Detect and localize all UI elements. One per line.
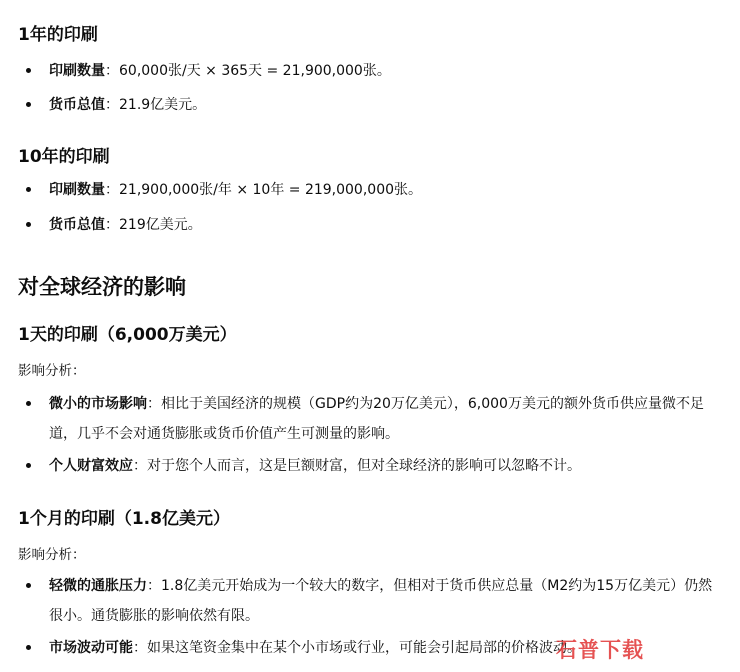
item-label: 市场波动可能	[49, 640, 133, 656]
item-label: 轻微的通胀压力	[49, 578, 147, 594]
list-item: 微小的市场影响：相比于美国经济的规模（GDP约为20万亿美元），6,000万美元的额外货币供应量微不足道，几乎不会对通货膨胀或货币价值产生可测量的影响。	[22, 389, 722, 449]
impact-heading: 对全球经济的影响	[18, 275, 186, 299]
list-item: 市场波动可能：如果这笔资金集中在某个小市场或行业，可能会引起局部的价格波动。	[22, 633, 722, 663]
item-label: 货币总值	[49, 97, 105, 113]
item-label: 印刷数量	[49, 182, 105, 198]
bullet-icon	[26, 583, 31, 588]
item-text: 21.9亿美元。	[119, 97, 207, 113]
bullet-icon	[26, 401, 31, 406]
list-item: 印刷数量：21,900,000张/年 × 10年 = 219,000,000张。	[22, 175, 722, 205]
item-label: 印刷数量	[49, 63, 105, 79]
bullet-icon	[26, 68, 31, 73]
item-text: 如果这笔资金集中在某个小市场或行业，可能会引起局部的价格波动。	[147, 640, 581, 656]
bullet-icon	[26, 102, 31, 107]
item-label: 个人财富效应	[49, 458, 133, 474]
list-item: 货币总值：219亿美元。	[22, 210, 722, 240]
section-heading-10-years: 10年的印刷	[18, 147, 110, 167]
item-text: 1.8亿美元开始成为一个较大的数字，但相对于货币供应总量（M2约为15万亿美元）仍然很小。通货膨胀的影响依然有限。	[49, 578, 713, 624]
item-label: 微小的市场影响	[49, 396, 147, 412]
subheading-1-month: 1个月的印刷（1.8亿美元）	[18, 509, 230, 529]
bullet-icon	[26, 222, 31, 227]
subheading-1-day: 1天的印刷（6,000万美元）	[18, 325, 237, 345]
bullet-icon	[26, 645, 31, 650]
analysis-label: 影响分析：	[18, 547, 86, 563]
list-item: 轻微的通胀压力：1.8亿美元开始成为一个较大的数字，但相对于货币供应总量（M2约为15万亿美元）仍然很小。通货膨胀的影响依然有限。	[22, 571, 722, 631]
item-label: 货币总值	[49, 217, 105, 233]
analysis-label: 影响分析：	[18, 363, 86, 379]
bullet-icon	[26, 463, 31, 468]
section-heading-1-year: 1年的印刷	[18, 25, 98, 45]
item-text: 219亿美元。	[119, 217, 202, 233]
item-text: 对于您个人而言，这是巨额财富，但对全球经济的影响可以忽略不计。	[147, 458, 581, 474]
list-item: 货币总值：21.9亿美元。	[22, 90, 722, 120]
list-item: 个人财富效应：对于您个人而言，这是巨额财富，但对全球经济的影响可以忽略不计。	[22, 451, 722, 481]
watermark-logo: 石普下载	[556, 638, 644, 662]
list-item: 印刷数量：60,000张/天 × 365天 = 21,900,000张。	[22, 56, 722, 86]
item-text: 相比于美国经济的规模（GDP约为20万亿美元），6,000万美元的额外货币供应量微不足道，几乎不会对通货膨胀或货币价值产生可测量的影响。	[49, 396, 704, 442]
item-text: 21,900,000张/年 × 10年 = 219,000,000张。	[119, 182, 423, 198]
item-text: 60,000张/天 × 365天 = 21,900,000张。	[119, 63, 391, 79]
bullet-icon	[26, 187, 31, 192]
